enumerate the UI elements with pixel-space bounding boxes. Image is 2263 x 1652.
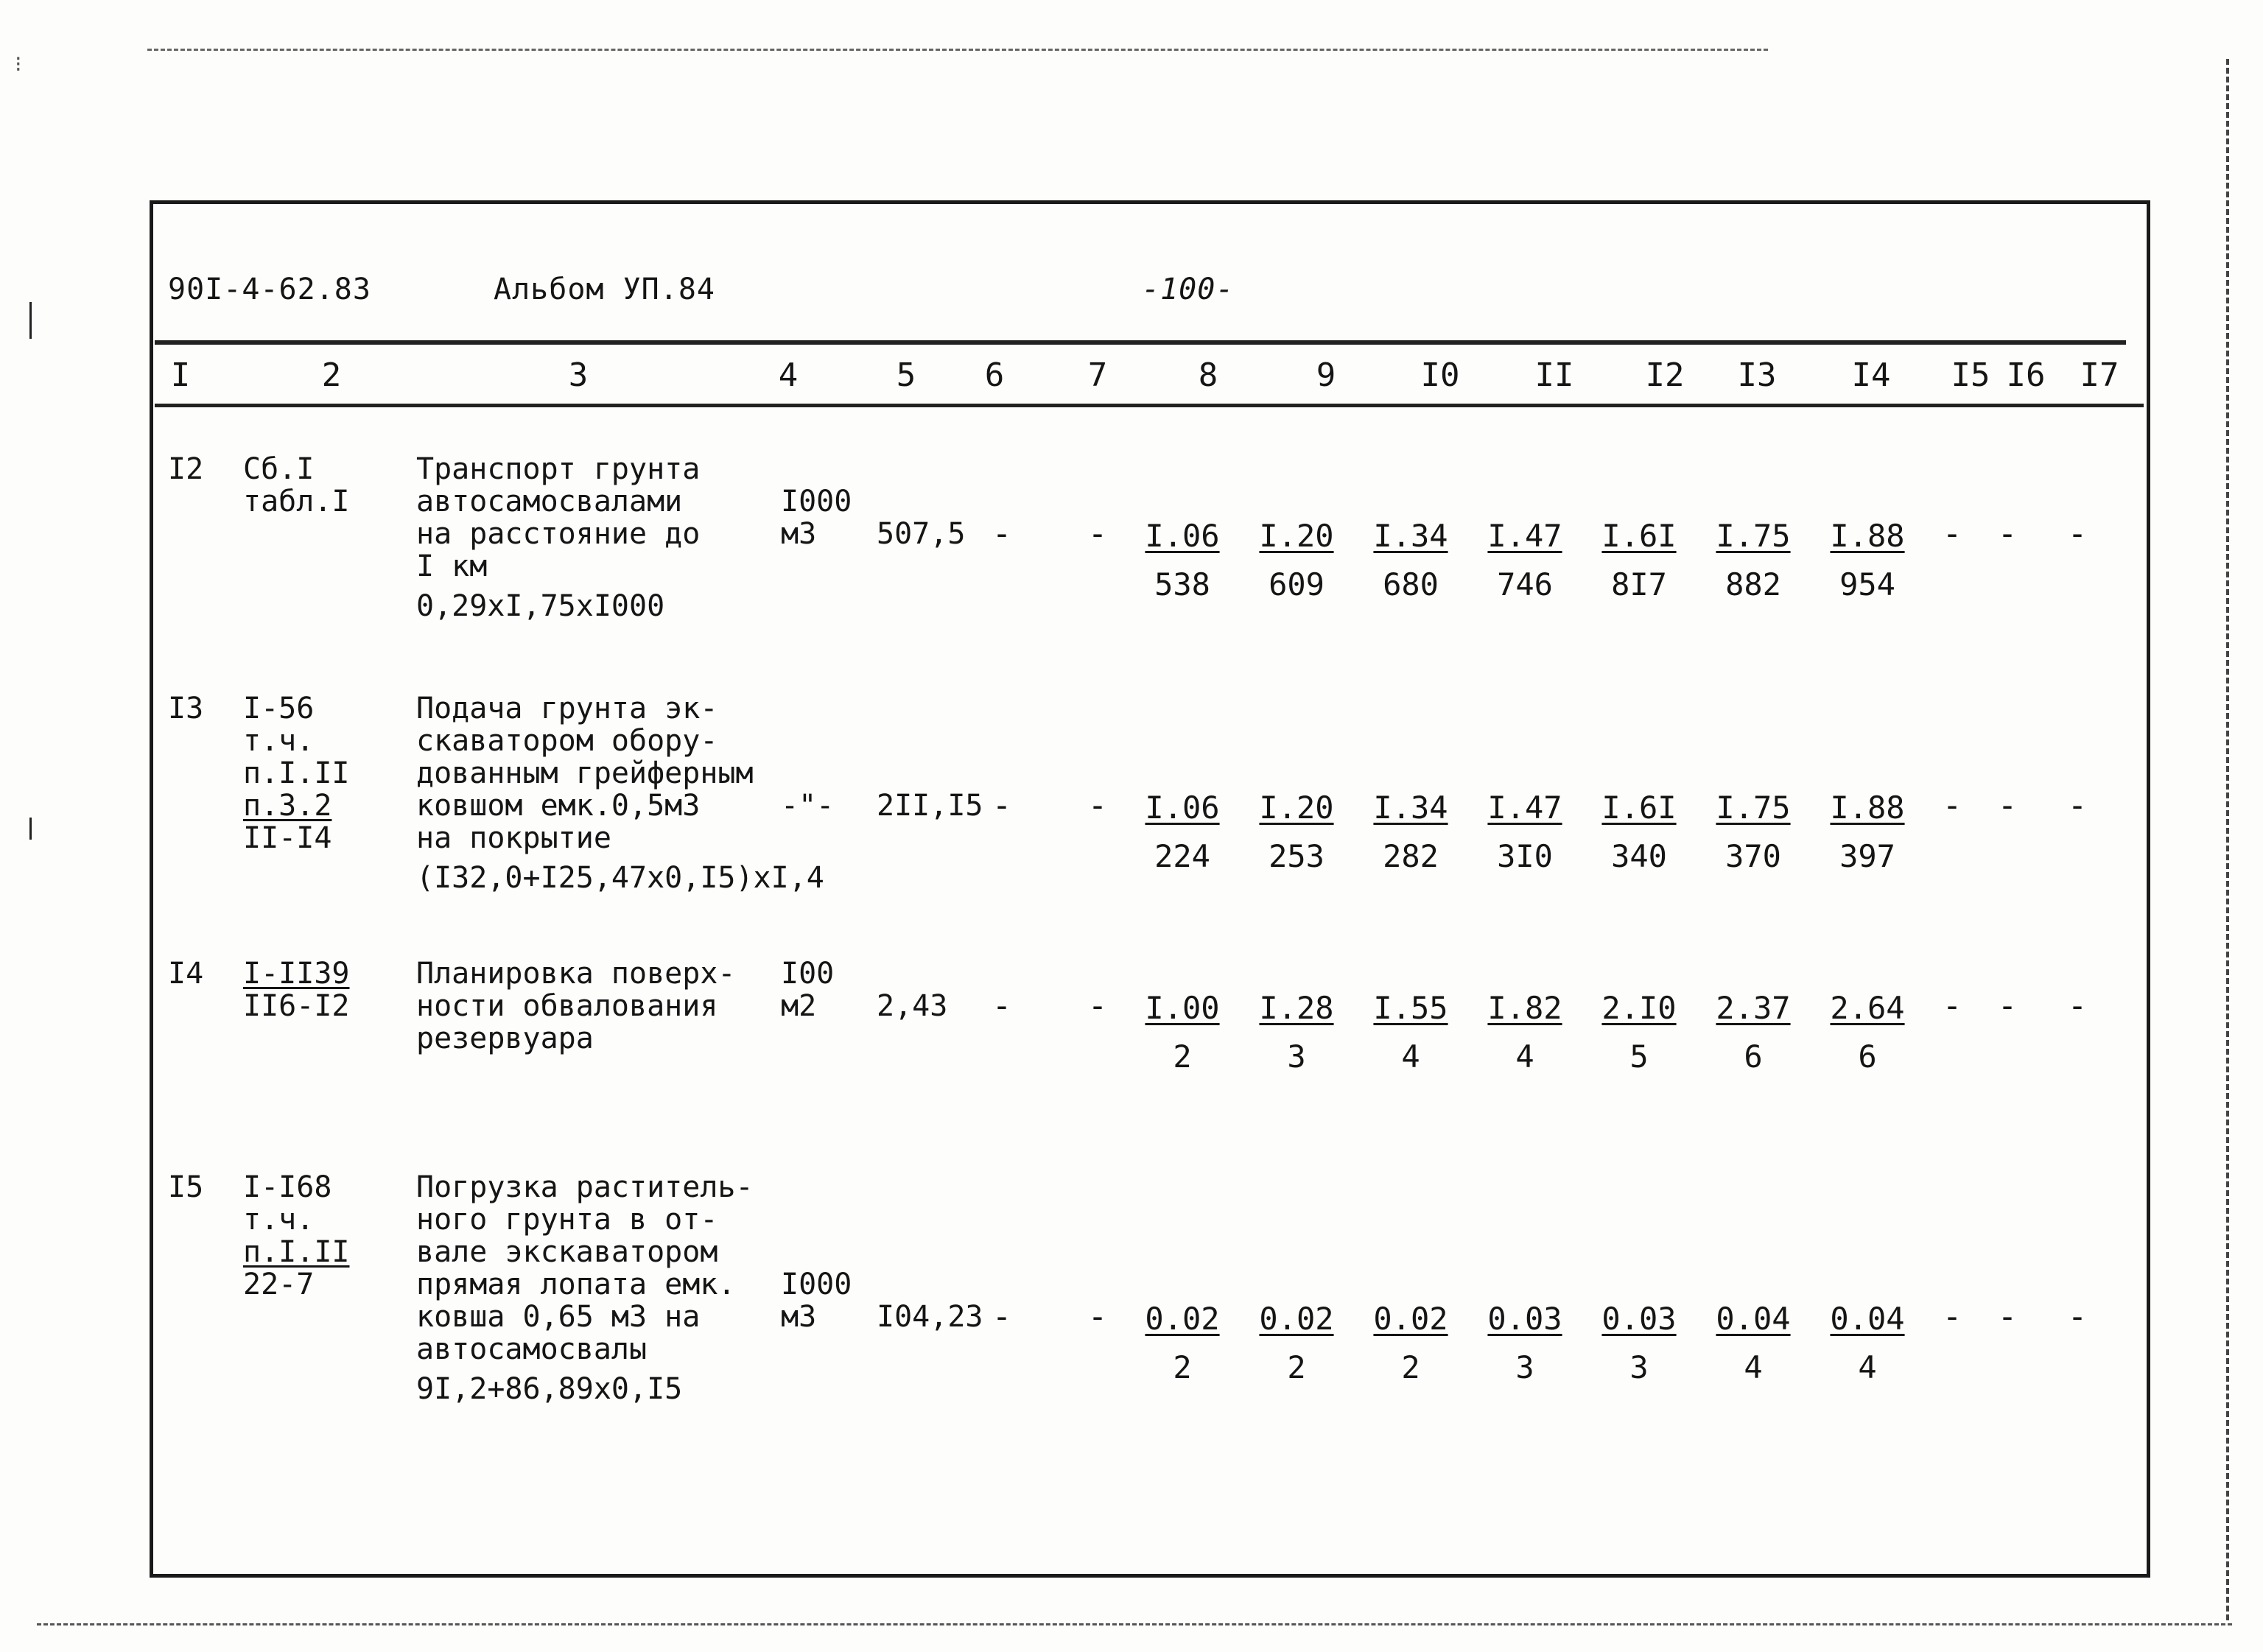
coefficient-value: I.06 [1145, 790, 1220, 826]
col17-dash: - [2067, 987, 2088, 1024]
coefficient-value: I.6I [1601, 518, 1677, 554]
col6-dash: - [992, 1298, 1012, 1335]
col16-dash: - [1997, 787, 2018, 824]
cost-value: 4 [1744, 1349, 1763, 1385]
col16-dash: - [1997, 987, 2018, 1024]
calculation-formula: 9I,2+86,89х0,I5 [416, 1372, 683, 1406]
coefficient-value: I.88 [1830, 518, 1905, 554]
description-line: ного грунта в от- [416, 1203, 718, 1237]
coefficient-value: 0.02 [1259, 1301, 1334, 1337]
reference-line: п.I.II [243, 1235, 350, 1269]
cost-value: 609 [1269, 566, 1325, 602]
description-line: автосамосвалами [416, 485, 683, 519]
cost-value: 680 [1383, 566, 1439, 602]
coefficient-value: 0.03 [1601, 1301, 1677, 1337]
col6-dash: - [992, 787, 1012, 824]
quantity-value: 2,43 [877, 989, 948, 1023]
unit-line: м3 [781, 1300, 817, 1334]
column-number: I5 [1951, 356, 1990, 394]
unit-line: м3 [781, 517, 817, 551]
reference-line: II-I4 [243, 821, 332, 855]
column-number: 6 [984, 356, 1005, 394]
unit-line: -"- [781, 789, 835, 823]
cost-value: 4 [1515, 1038, 1534, 1075]
cost-value: 370 [1725, 838, 1781, 874]
unit-line: м2 [781, 989, 817, 1023]
column-number: I [170, 356, 191, 394]
col15-dash: - [1942, 515, 1962, 552]
cost-value: 2 [1173, 1038, 1192, 1075]
quantity-value: 2II,I5 [877, 789, 983, 823]
coefficient-value: I.75 [1716, 790, 1791, 826]
coefficient-value: 0.03 [1487, 1301, 1562, 1337]
cost-value: 2 [1287, 1349, 1306, 1385]
cost-value: 253 [1269, 838, 1325, 874]
scan-right-edge [2226, 59, 2229, 1620]
doc-code: 90I-4-62.83 [168, 273, 371, 306]
col15-dash: - [1942, 787, 1962, 824]
coefficient-value: 0.04 [1716, 1301, 1791, 1337]
col17-dash: - [2067, 787, 2088, 824]
column-number: I6 [2006, 356, 2046, 394]
coefficient-value: 0.02 [1373, 1301, 1448, 1337]
col17-dash: - [2067, 515, 2088, 552]
cost-value: 3 [1515, 1349, 1534, 1385]
column-number: II [1534, 356, 1574, 394]
description-line: Погрузка раститель- [416, 1170, 754, 1204]
col6-dash: - [992, 515, 1012, 552]
cost-value: 6 [1858, 1038, 1877, 1075]
reference-line: II6-I2 [243, 989, 350, 1023]
reference-line: I-56 [243, 692, 315, 725]
scan-top-edge [147, 49, 1768, 51]
column-number: 3 [568, 356, 589, 394]
col6-dash: - [992, 987, 1012, 1024]
colnum-rule [155, 404, 2144, 407]
description-line: на расстояние до [416, 517, 701, 551]
column-number: I3 [1737, 356, 1777, 394]
reference-line: 22-7 [243, 1268, 315, 1301]
cost-value: 954 [1839, 566, 1895, 602]
column-number: 4 [778, 356, 799, 394]
column-number: 7 [1087, 356, 1108, 394]
reference-line: п.3.2 [243, 789, 332, 823]
cost-value: 6 [1744, 1038, 1763, 1075]
col16-dash: - [1997, 515, 2018, 552]
coefficient-value: I.20 [1259, 518, 1334, 554]
margin-tick [29, 302, 32, 339]
coefficient-value: I.6I [1601, 790, 1677, 826]
cost-value: 3 [1287, 1038, 1306, 1075]
description-line: ности обвалования [416, 989, 718, 1023]
margin-mark: ⁝ [15, 52, 22, 77]
description-line: Подача грунта эк- [416, 692, 718, 725]
cost-value: 340 [1611, 838, 1667, 874]
coefficient-value: 2.I0 [1601, 990, 1677, 1026]
col17-dash: - [2067, 1298, 2088, 1335]
cost-value: 8I7 [1611, 566, 1667, 602]
coefficient-value: I.06 [1145, 518, 1220, 554]
column-number: I0 [1420, 356, 1460, 394]
col7-dash: - [1087, 515, 1108, 552]
column-number: 2 [321, 356, 342, 394]
header-rule [155, 340, 2126, 345]
coefficient-value: I.34 [1373, 790, 1448, 826]
coefficient-value: I.47 [1487, 518, 1562, 554]
coefficient-value: 0.02 [1145, 1301, 1220, 1337]
cost-value: 397 [1839, 838, 1895, 874]
reference-line: I-I68 [243, 1170, 332, 1204]
description-line: дованным грейферным [416, 756, 754, 790]
cost-value: 538 [1154, 566, 1210, 602]
description-line: скаватором обору- [416, 724, 718, 758]
description-line: резервуара [416, 1022, 594, 1055]
column-number: 5 [896, 356, 916, 394]
reference-line: т.ч. [243, 724, 315, 758]
row-number: I4 [168, 957, 204, 991]
margin-tick [29, 818, 32, 840]
col7-dash: - [1087, 787, 1108, 824]
description-line: вале экскаватором [416, 1235, 718, 1269]
row-number: I2 [168, 452, 204, 486]
coefficient-value: 2.37 [1716, 990, 1791, 1026]
cost-value: 4 [1858, 1349, 1877, 1385]
scan-bottom-edge [37, 1623, 2232, 1625]
col16-dash: - [1997, 1298, 2018, 1335]
description-line: на покрытие [416, 821, 611, 855]
column-number: I2 [1645, 356, 1685, 394]
column-number: 8 [1198, 356, 1218, 394]
description-line: прямая лопата емк. [416, 1268, 736, 1301]
reference-line: Сб.I [243, 452, 315, 486]
column-number: I7 [2080, 356, 2119, 394]
coefficient-value: I.75 [1716, 518, 1791, 554]
coefficient-value: I.20 [1259, 790, 1334, 826]
calculation-formula: 0,29хI,75хI000 [416, 589, 665, 623]
description-line: I км [416, 549, 488, 583]
cost-value: 2 [1173, 1349, 1192, 1385]
description-line: ковша 0,65 м3 на [416, 1300, 701, 1334]
description-line: автосамосвалы [416, 1332, 648, 1366]
album-label: Альбом УП.84 [494, 273, 715, 306]
cost-value: 746 [1497, 566, 1553, 602]
reference-line: т.ч. [243, 1203, 315, 1237]
coefficient-value: 2.64 [1830, 990, 1905, 1026]
unit-line: I000 [781, 1268, 852, 1301]
calculation-formula: (I32,0+I25,47х0,I5)хI,4 [416, 861, 824, 895]
cost-value: 224 [1154, 838, 1210, 874]
coefficient-value: I.28 [1259, 990, 1334, 1026]
column-number: 9 [1316, 356, 1336, 394]
cost-value: 5 [1629, 1038, 1649, 1075]
coefficient-value: I.82 [1487, 990, 1562, 1026]
col15-dash: - [1942, 987, 1962, 1024]
col7-dash: - [1087, 1298, 1108, 1335]
row-number: I3 [168, 692, 204, 725]
cost-value: 3 [1629, 1349, 1649, 1385]
cost-value: 282 [1383, 838, 1439, 874]
quantity-value: I04,23 [877, 1300, 983, 1334]
column-number: I4 [1851, 356, 1891, 394]
description-line: ковшом емк.0,5м3 [416, 789, 701, 823]
row-number: I5 [168, 1170, 204, 1204]
coefficient-value: I.55 [1373, 990, 1448, 1026]
quantity-value: 507,5 [877, 517, 966, 551]
reference-line: I-II39 [243, 957, 350, 991]
reference-line: п.I.II [243, 756, 350, 790]
cost-value: 4 [1401, 1038, 1420, 1075]
coefficient-value: I.88 [1830, 790, 1905, 826]
coefficient-value: I.00 [1145, 990, 1220, 1026]
unit-line: I000 [781, 485, 852, 519]
coefficient-value: I.34 [1373, 518, 1448, 554]
unit-line: I00 [781, 957, 835, 991]
cost-value: 2 [1401, 1349, 1420, 1385]
col7-dash: - [1087, 987, 1108, 1024]
coefficient-value: 0.04 [1830, 1301, 1905, 1337]
description-line: Транспорт грунта [416, 452, 701, 486]
col15-dash: - [1942, 1298, 1962, 1335]
cost-value: 882 [1725, 566, 1781, 602]
description-line: Планировка поверх- [416, 957, 736, 991]
reference-line: табл.I [243, 485, 350, 519]
coefficient-value: I.47 [1487, 790, 1562, 826]
page-number: -100- [1142, 273, 1235, 306]
cost-value: 3I0 [1497, 838, 1553, 874]
